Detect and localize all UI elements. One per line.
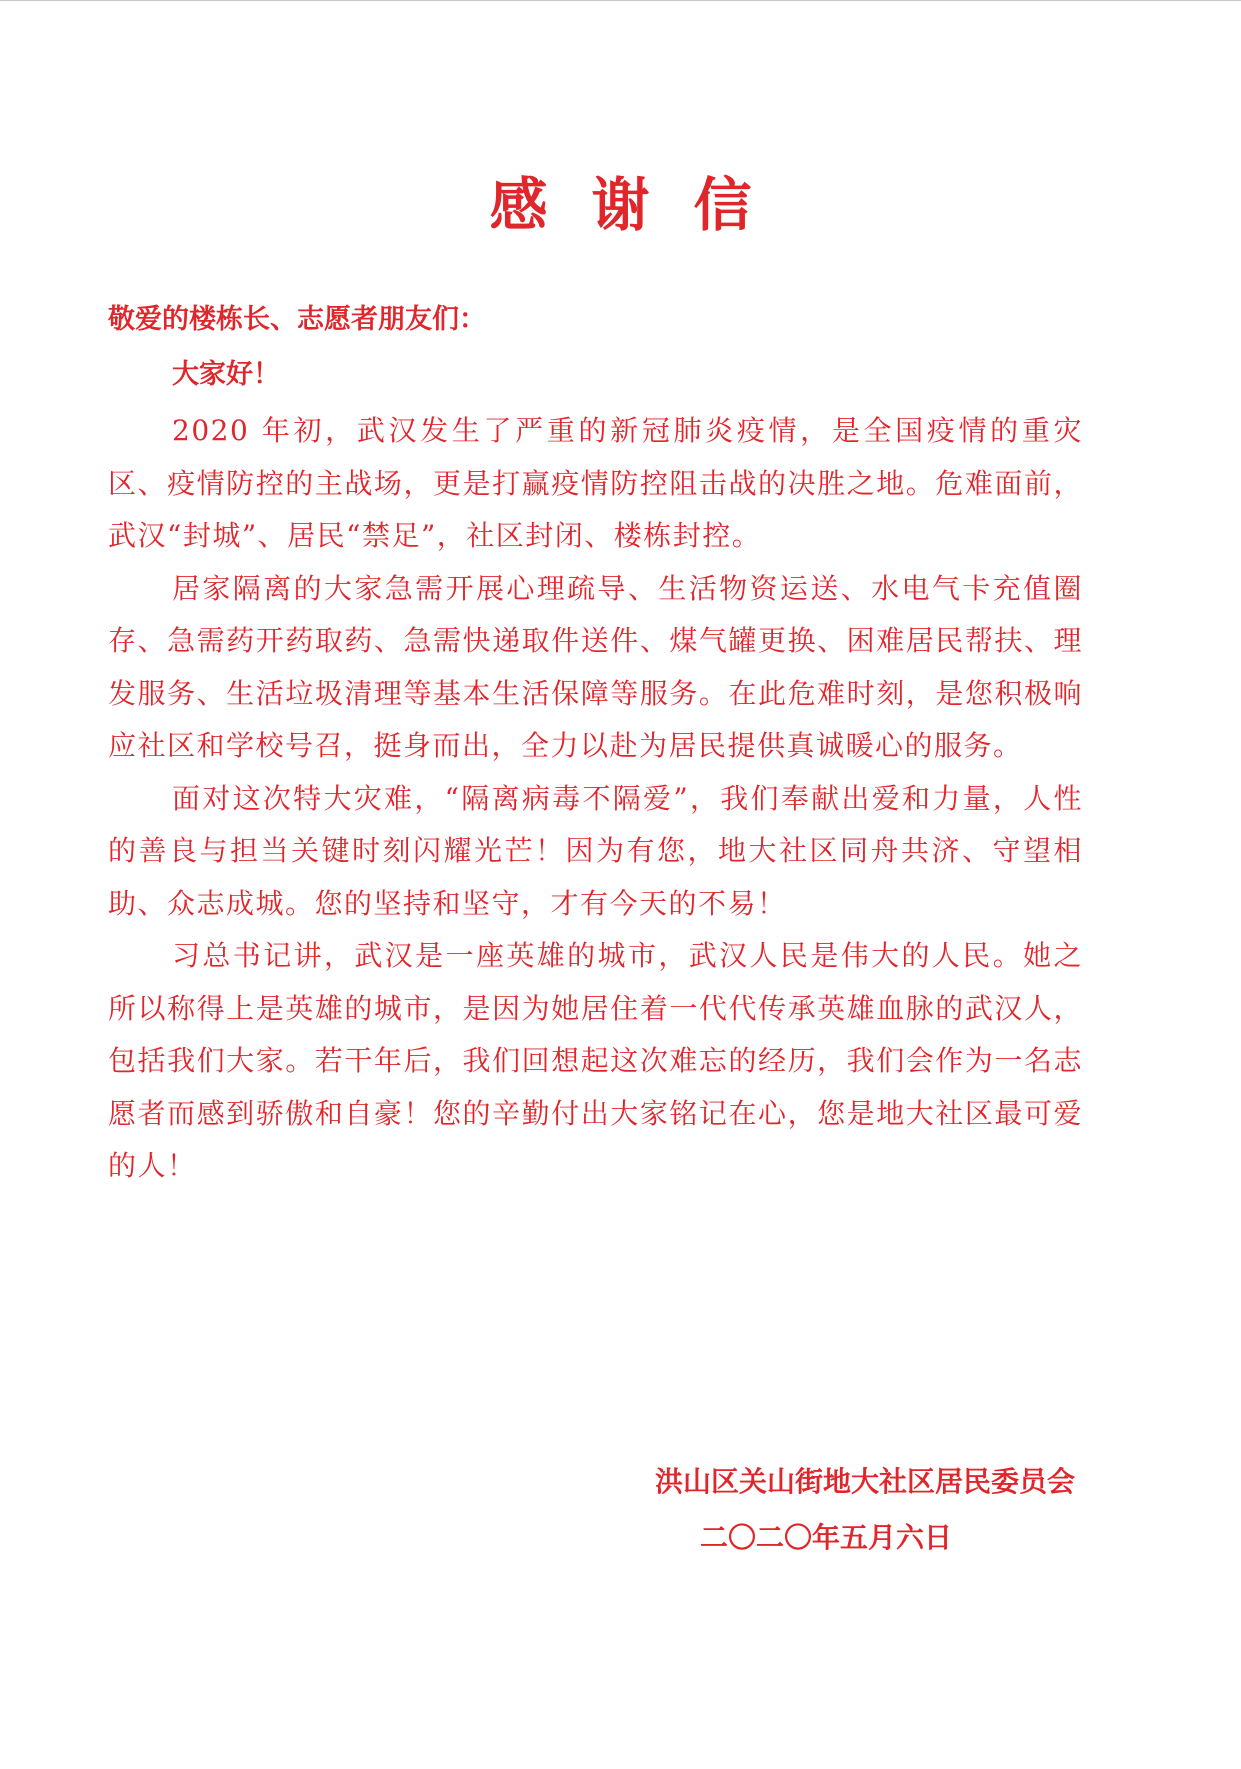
signature-organization: 洪山区关山街地大社区居民委员会 xyxy=(654,1465,1075,1498)
letter-body xyxy=(108,405,1083,1193)
body-paragraph: 居家隔离的大家急需开展心理疏导、生活物资运送、水电气卡充值圈存、急需药开药取药、急需快递取件送件、煤气罐更换、困难居民帮扶、理发服务、生活垃圾清理等基本生活保障等服务。在此危难时刻，是您积极响应社区和学校号召，挺身而出，全力以赴为居民提供真诚暖心的服务。 xyxy=(108,571,1083,762)
signature-date: 二〇二〇年五月六日 xyxy=(700,1521,953,1554)
salutation: 敬爱的楼栋长、志愿者朋友们： xyxy=(108,304,486,335)
body-paragraph: 面对这次特大灾难，“隔离病毒不隔爱”，我们奉献出爱和力量，人性的善良与担当关键时刻闪耀光芒！因为有您，地大社区同舟共济、守望相助、众志成城。您的坚持和坚守，才有今天的不易！ xyxy=(108,781,1083,920)
letter-title: 感谢信 xyxy=(489,171,796,239)
top-border-line xyxy=(0,0,1241,1)
greeting: 大家好！ xyxy=(172,359,280,390)
body-paragraph: 2020 年初，武汉发生了严重的新冠肺炎疫情，是全国疫情的重灾区、疫情防控的主战场，更是打赢疫情防控阻击战的决胜之地。危难面前，武汉“封城”、居民“禁足”，社区封闭、楼栋封控。 xyxy=(108,414,1083,552)
body-paragraph: 习总书记讲，武汉是一座英雄的城市，武汉人民是伟大的人民。她之所以称得上是英雄的城市，是因为她居住着一代代传承英雄血脉的武汉人，包括我们大家。若干年后，我们回想起这次难忘的经历，我们会作为一名志愿者而感到骄傲和自豪！您的辛勤付出大家铭记在心，您是地大社区最可爱的人！ xyxy=(108,939,1083,1182)
